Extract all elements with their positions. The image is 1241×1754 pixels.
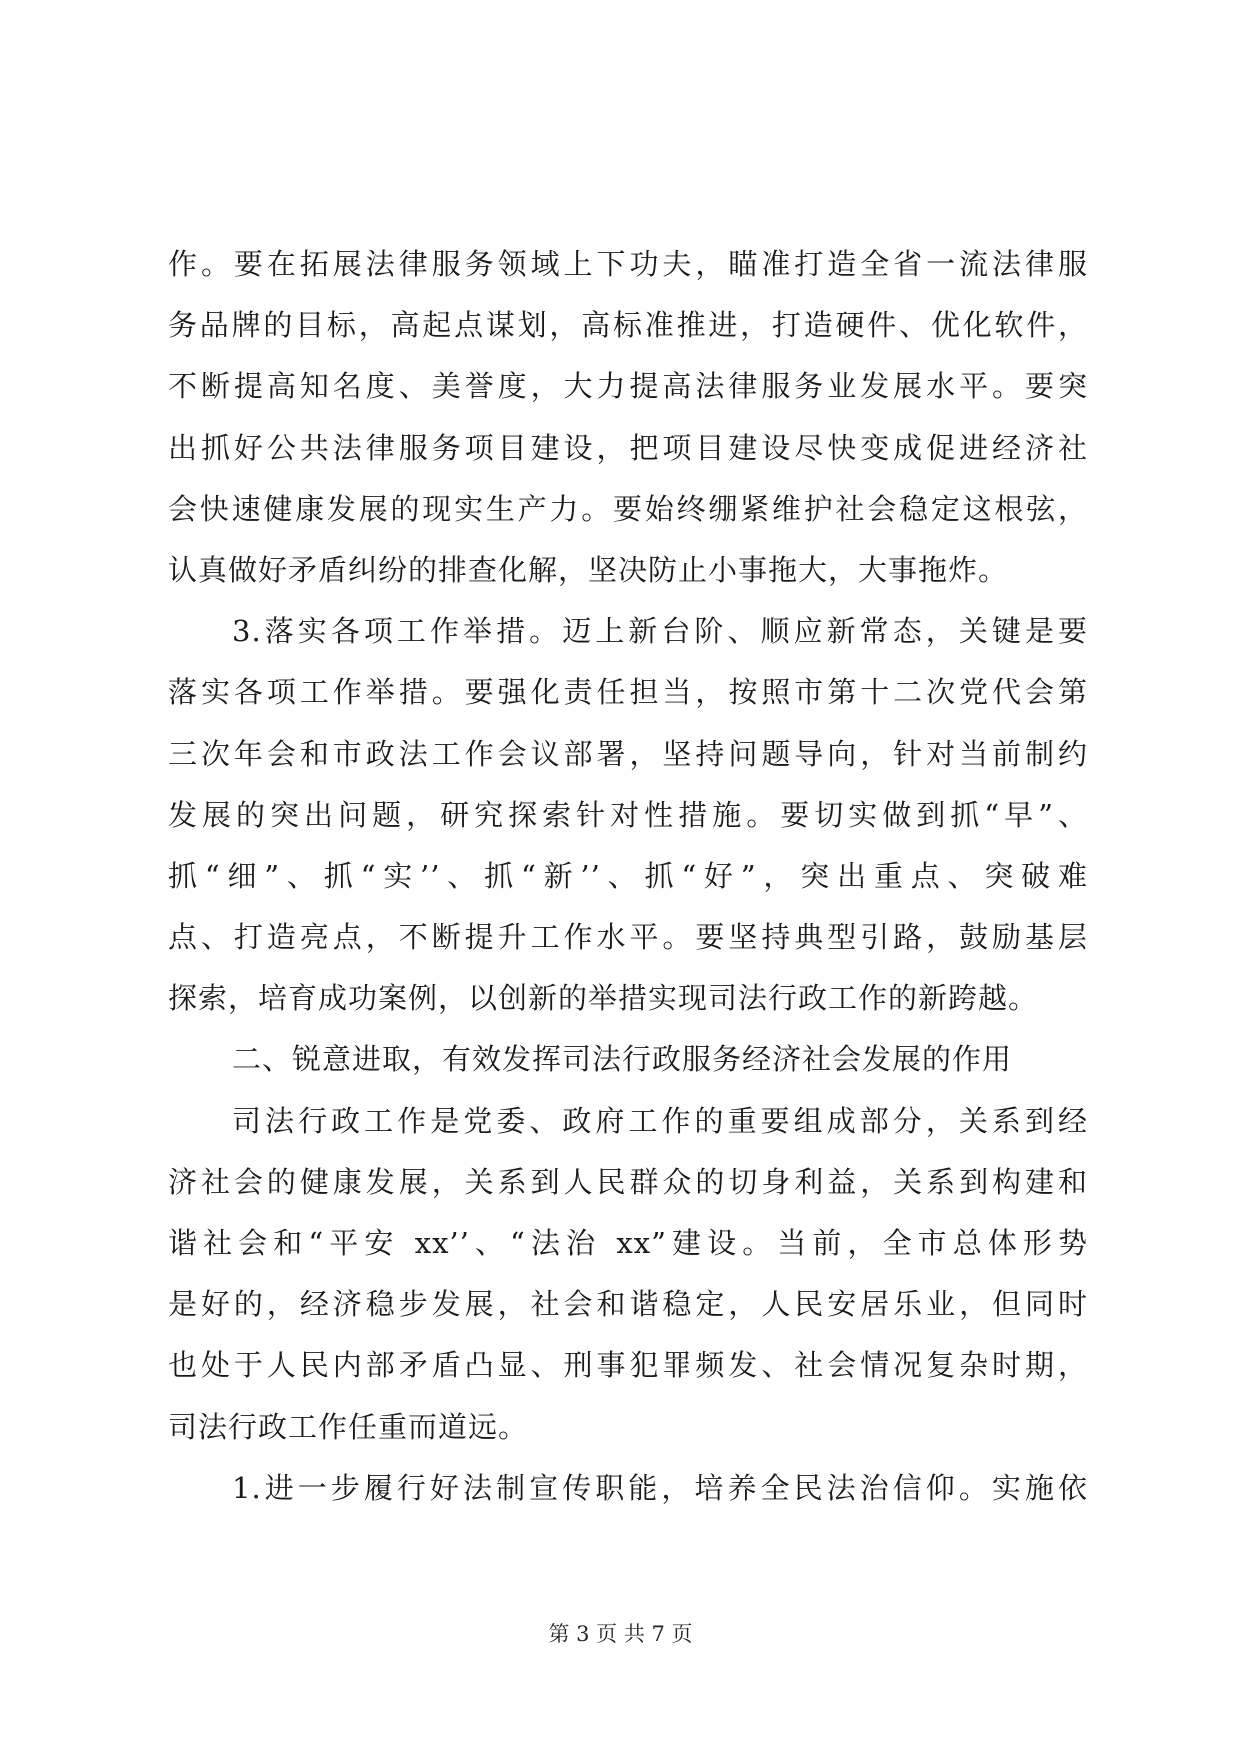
text-line: 司法行政工作是党委、政府工作的重要组成部分，关系到经 xyxy=(232,1103,1088,1138)
text-line: 是好的，经济稳步发展，社会和谐稳定，人民安居乐业，但同时 xyxy=(168,1287,1088,1322)
text-line: 也处于人民内部矛盾凸显、刑事犯罪频发、社会情况复杂时期， xyxy=(168,1348,1088,1383)
text-line: 三次年会和市政法工作会议部署，坚持问题导向，针对当前制约 xyxy=(168,736,1088,771)
text-line: 抓“细”、抓“实’’、抓“新’’、抓“好”，突出重点、突破难 xyxy=(168,858,1088,893)
page-footer: 第 3 页 共 7 页 xyxy=(548,1622,693,1646)
text-line: 1.进一步履行好法制宣传职能，培养全民法治信仰。实施依 xyxy=(232,1470,1088,1505)
text-line: 作。要在拓展法律服务领域上下功夫，瞄准打造全省一流法律服 xyxy=(168,247,1088,281)
text-line: 出抓好公共法律服务项目建设，把项目建设尽快变成促进经济社 xyxy=(168,430,1088,465)
text-line: 不断提高知名度、美誉度，大力提高法律服务业发展水平。要突 xyxy=(168,369,1088,404)
text-line: 探索，培育成功案例，以创新的举措实现司法行政工作的新跨越。 xyxy=(168,981,1039,1016)
text-line: 二、锐意进取，有效发挥司法行政服务经济社会发展的作用 xyxy=(232,1042,1013,1077)
text-line: 会快速健康发展的现实生产力。要始终绷紧维护社会稳定这根弦， xyxy=(168,491,1088,526)
text-line: 司法行政工作任重而道远。 xyxy=(168,1409,529,1444)
text-line: 落实各项工作举措。要强化责任担当，按照市第十二次党代会第 xyxy=(168,675,1088,710)
text-line: 3.落实各项工作举措。迈上新台阶、顺应新常态，关键是要 xyxy=(232,614,1088,649)
text-line: 发展的突出问题，研究探索针对性措施。要切实做到抓“早”、 xyxy=(168,797,1088,832)
text-line: 认真做好矛盾纠纷的排查化解，坚决防止小事拖大，大事拖炸。 xyxy=(168,552,1009,587)
text-line: 务品牌的目标，高起点谋划，高标准推进，打造硬件、优化软件， xyxy=(168,308,1088,343)
text-line: 谐社会和“平安 xx’’、“法治 xx”建设。当前，全市总体形势 xyxy=(168,1226,1088,1260)
document-body xyxy=(168,234,1088,1519)
text-line: 点、打造亮点，不断提升工作水平。要坚持典型引路，鼓励基层 xyxy=(168,920,1088,955)
text-line: 济社会的健康发展，关系到人民群众的切身利益，关系到构建和 xyxy=(168,1164,1088,1199)
